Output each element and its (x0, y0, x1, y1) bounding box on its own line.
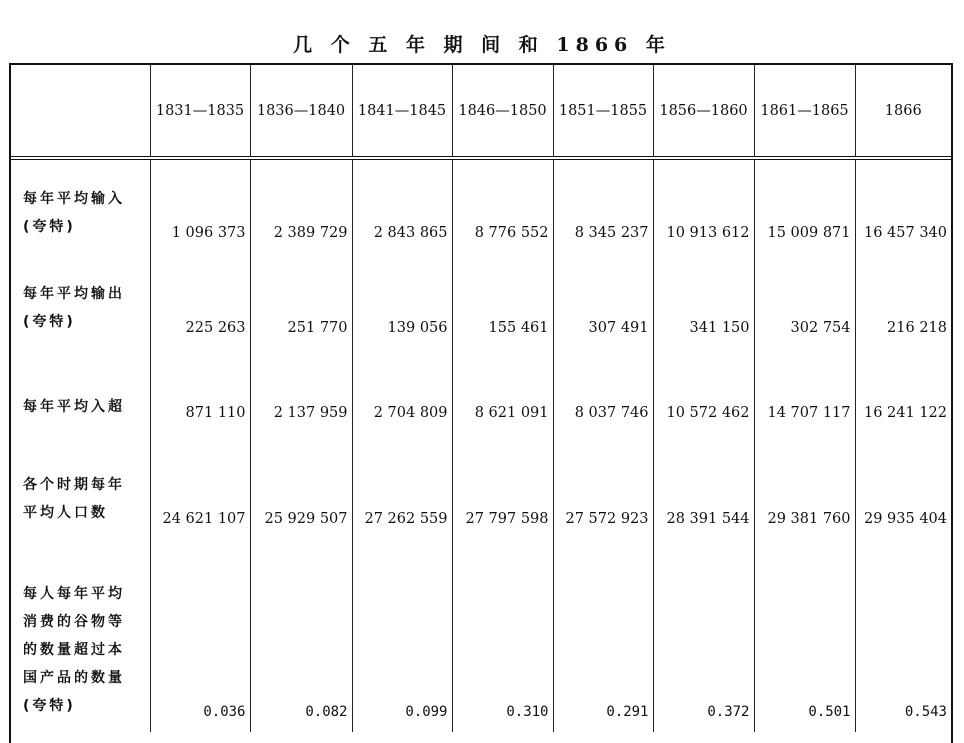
table-cell: 0.291 (553, 539, 653, 732)
row-label-line: (夸特) (23, 698, 76, 714)
table-cell: 307 491 (553, 253, 653, 348)
row-label (11, 539, 150, 732)
row-label-line: 各个时期每年 (23, 477, 125, 493)
row-label (11, 348, 150, 433)
row-label (11, 253, 150, 348)
header-cell: 1856—1860 (653, 65, 754, 158)
row-label-line: 每年平均入超 (23, 399, 125, 415)
table-cell: 25 929 507 (250, 433, 352, 539)
header-cell: 1851—1855 (553, 65, 653, 158)
row-label (11, 433, 150, 539)
table-cell: 14 707 117 (754, 348, 855, 433)
table-cell: 0.082 (250, 539, 352, 732)
table-cell: 29 381 760 (754, 433, 855, 539)
table-cell: 29 935 404 (855, 433, 951, 539)
table-cell: 8 621 091 (452, 348, 553, 433)
header-row (11, 65, 951, 158)
row-label (11, 158, 150, 253)
table-cell: 24 621 107 (150, 433, 250, 539)
table-cell: 15 009 871 (754, 158, 855, 253)
table-cell: 27 797 598 (452, 433, 553, 539)
row-label-line: 国产品的数量 (23, 670, 125, 686)
table-row (11, 433, 951, 539)
table-cell: 8 037 746 (553, 348, 653, 433)
table-cell: 225 263 (150, 253, 250, 348)
row-label-line: 平均人口数 (23, 505, 108, 521)
table-cell: 0.099 (352, 539, 452, 732)
table-row (11, 348, 951, 433)
row-label-line: 每年平均输入 (23, 191, 125, 207)
page-title: 几 个 五 年 期 间 和 1866 年 (293, 34, 671, 56)
table-row (11, 158, 951, 253)
row-label-line: (夸特) (23, 219, 76, 235)
header-cell (11, 65, 150, 158)
table-cell: 0.310 (452, 539, 553, 732)
table-cell: 1 096 373 (150, 158, 250, 253)
row-label-line: 每年平均输出 (23, 286, 125, 302)
table-cell: 155 461 (452, 253, 553, 348)
row-label-line: (夸特) (23, 314, 76, 330)
table-cell: 16 241 122 (855, 348, 951, 433)
table-cell: 2 389 729 (250, 158, 352, 253)
data-table (11, 65, 951, 732)
table-cell: 8 776 552 (452, 158, 553, 253)
table-cell: 16 457 340 (855, 158, 951, 253)
table-cell: 0.036 (150, 539, 250, 732)
header-cell: 1846—1850 (452, 65, 553, 158)
header-cell: 1861—1865 (754, 65, 855, 158)
table-cell: 0.543 (855, 539, 951, 732)
table-cell: 302 754 (754, 253, 855, 348)
header-cell: 1836—1840 (250, 65, 352, 158)
table-cell: 2 704 809 (352, 348, 452, 433)
table-cell: 8 345 237 (553, 158, 653, 253)
table-cell: 27 572 923 (553, 433, 653, 539)
table-cell: 341 150 (653, 253, 754, 348)
table-cell: 871 110 (150, 348, 250, 433)
table-cell: 139 056 (352, 253, 452, 348)
table-cell: 0.501 (754, 539, 855, 732)
header-cell: 1831—1835 (150, 65, 250, 158)
table-cell: 216 218 (855, 253, 951, 348)
table-cell: 2 137 959 (250, 348, 352, 433)
table-cell: 10 913 612 (653, 158, 754, 253)
table-row (11, 539, 951, 732)
row-label-line: 每人每年平均 (23, 586, 125, 602)
row-label-line: 消费的谷物等 (23, 614, 125, 630)
table-row (11, 253, 951, 348)
table-cell: 251 770 (250, 253, 352, 348)
table-cell: 28 391 544 (653, 433, 754, 539)
header-cell: 1866 (855, 65, 951, 158)
table-cell: 10 572 462 (653, 348, 754, 433)
row-label-line: 的数量超过本 (23, 642, 125, 658)
header-cell: 1841—1845 (352, 65, 452, 158)
table-cell: 2 843 865 (352, 158, 452, 253)
table-cell: 0.372 (653, 539, 754, 732)
table-cell: 27 262 559 (352, 433, 452, 539)
